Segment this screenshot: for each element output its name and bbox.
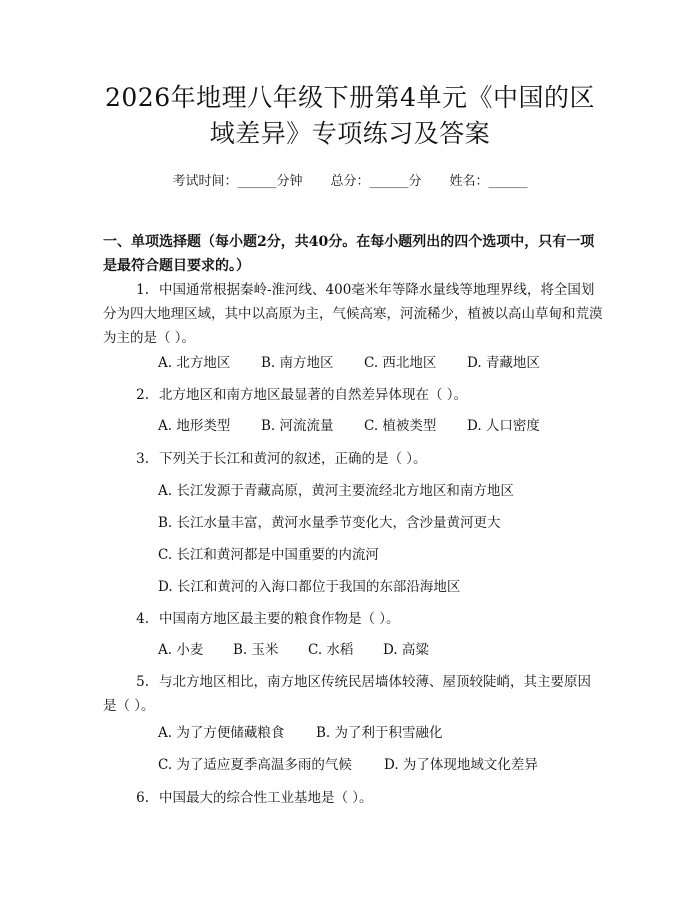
question-4 [103,607,603,631]
option-c: C. 为了适应夏季高温多雨的气候 [158,757,352,773]
question-number: 6. [136,790,149,806]
question-1 [103,278,603,350]
page-title [60,80,640,152]
option-a: A. 为了方便储藏粮食 [158,725,285,741]
question-4-options [158,638,429,662]
exam-time: 考试时间：______分钟 [172,174,303,189]
question-5-options-row-1 [158,721,443,745]
option-b: B. 南方地区 [261,355,334,371]
exam-total-score: 总分：______分 [330,174,422,189]
student-name-field: 姓名：______ [449,174,528,189]
option-b: B. 玉米 [233,642,279,658]
option-a: A. 北方地区 [158,355,231,371]
question-stem: 下列关于长江和黄河的叙述，正确的是（ ）。 [159,451,427,467]
option-c: C. 水稻 [308,642,354,658]
option-c: C. 植被类型 [364,418,437,434]
question-5-options-row-2 [158,753,538,777]
option-d: D. 为了体现地域文化差异 [384,757,538,773]
question-stem: 中国南方地区最主要的粮食作物是（ ）。 [159,611,400,627]
option-a: A. 地形类型 [158,418,231,434]
question-stem: 中国通常根据秦岭-淮河线、400毫米年等降水量线等地理界线，将全国划分为四大地理区域，其中以高原为主，气候高寒，河流稀少，植被以高山草甸和荒漠为主的是（ ）。 [103,282,603,346]
question-number: 1. [136,282,149,298]
question-6 [103,786,603,810]
question-3-option-a: A. 长江发源于青藏高原，黄河主要流经北方地区和南方地区 [158,483,514,499]
question-number: 5. [136,674,149,690]
option-b: B. 为了利于积雪融化 [316,725,443,741]
section-heading: 一、单项选择题（每小题2分，共40分。在每小题列出的四个选项中，只有一项是最符合题目要求的。） [103,234,595,274]
option-d: D. 人口密度 [467,418,540,434]
question-stem: 与北方地区相比，南方地区传统民居墙体较薄、屋顶较陡峭，其主要原因是（ ）。 [103,674,591,714]
option-d: D. 青藏地区 [467,355,540,371]
question-3-option-c: C. 长江和黄河都是中国重要的内流河 [158,547,379,563]
option-d: D. 高粱 [383,642,429,658]
option-a: A. 小麦 [158,642,204,658]
question-2-options [158,414,540,438]
question-stem: 中国最大的综合性工业基地是（ ）。 [159,790,373,806]
question-5 [103,670,603,718]
question-2 [103,383,603,407]
option-c: C. 西北地区 [364,355,437,371]
question-stem: 北方地区和南方地区最显著的自然差异体现在（ ）。 [159,387,468,403]
question-3-option-d: D. 长江和黄河的入海口都位于我国的东部沿海地区 [158,579,461,595]
option-b: B. 河流流量 [261,418,334,434]
title-line-1: 2026年地理八年级下册第4单元《中国的区 [104,83,596,112]
question-number: 3. [136,451,149,467]
question-number: 4. [136,611,149,627]
question-1-options [158,351,540,375]
title-line-2: 域差异》专项练习及答案 [209,119,491,148]
question-3-option-b: B. 长江水量丰富，黄河水量季节变化大，含沙量黄河更大 [158,515,501,531]
exam-meta [0,170,700,189]
question-number: 2. [136,387,149,403]
question-3 [103,447,603,471]
